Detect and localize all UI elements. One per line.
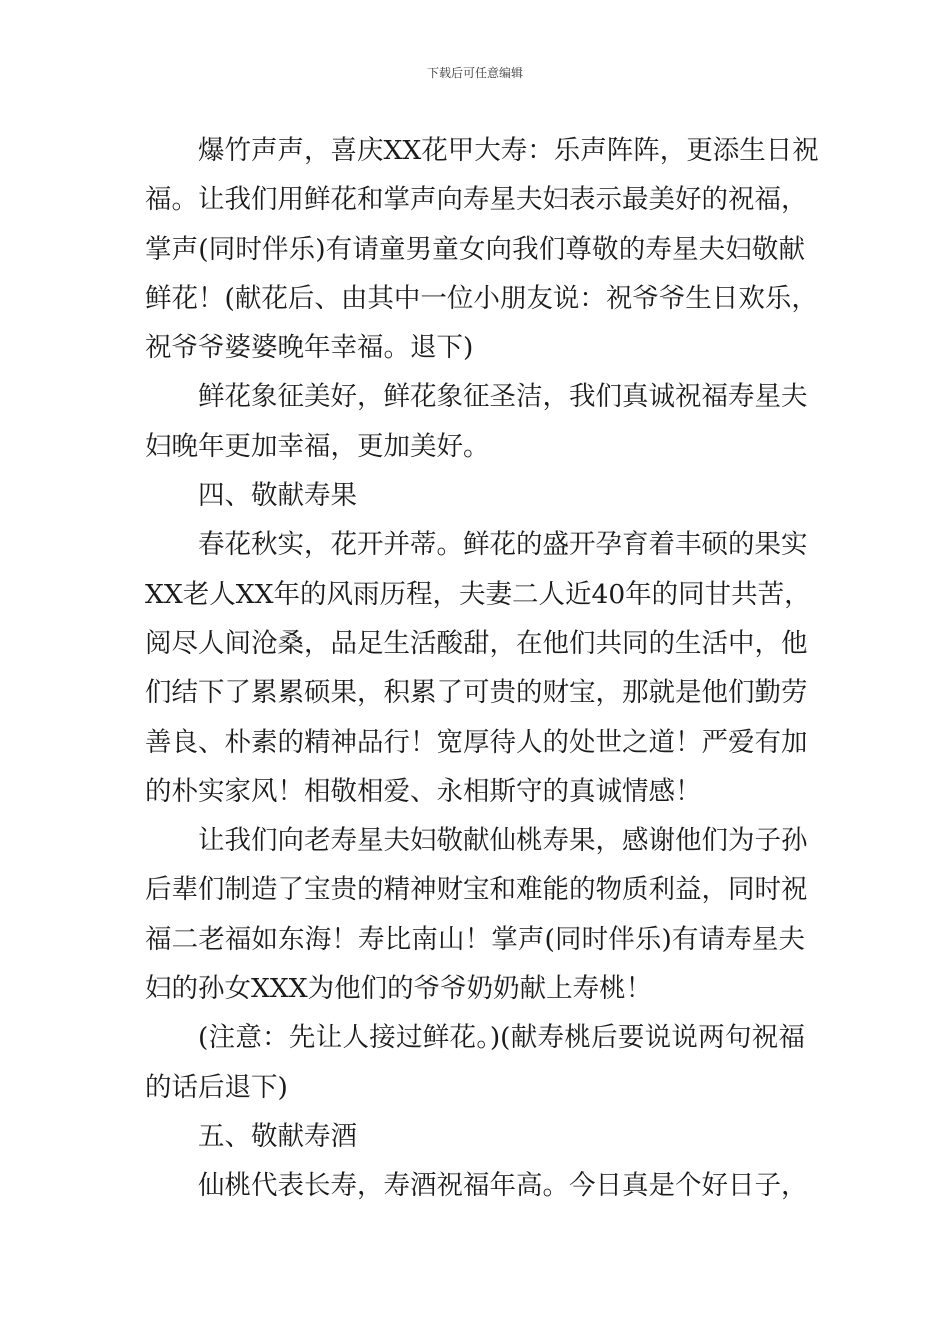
text-line: XX老人XX年的风雨历程，夫妻二人近40年的同甘共苦， bbox=[145, 578, 811, 610]
section-heading: 四、敬献寿果 bbox=[198, 480, 357, 512]
text-line: 让我们向老寿星夫妇敬献仙桃寿果，感谢他们为子孙 bbox=[198, 825, 808, 857]
text-line: 祝爷爷婆婆晚年幸福。退下) bbox=[145, 332, 474, 364]
text-line: 鲜花象征美好，鲜花象征圣洁，我们真诚祝福寿星夫 bbox=[198, 381, 808, 413]
text-line: (注意：先让人接过鲜花。)(献寿桃后要说说两句祝福 bbox=[198, 1022, 805, 1054]
text-line: 妇晚年更加幸福，更加美好。 bbox=[145, 430, 490, 462]
text-line: 们结下了累累硕果，积累了可贵的财宝，那就是他们勤劳 bbox=[145, 677, 808, 709]
text-line: 的朴实家风！相敬相爱、永相斯守的真诚情感！ bbox=[145, 775, 702, 807]
text-line: 春花秋实，花开并蒂。鲜花的盛开孕育着丰硕的果实 bbox=[198, 529, 808, 561]
text-line: 阅尽人间沧桑，品足生活酸甜，在他们共同的生活中，他 bbox=[145, 627, 808, 659]
text-line: 妇的孙女XXX为他们的爷爷奶奶献上寿桃！ bbox=[145, 973, 653, 1005]
text-line: 爆竹声声，喜庆XX花甲大寿：乐声阵阵，更添生日祝 bbox=[198, 135, 819, 166]
document-body bbox=[145, 126, 819, 1211]
text-line: 善良、朴素的精神品行！宽厚待人的处世之道！严爱有加 bbox=[145, 726, 808, 758]
text-line: 的话后退下) bbox=[145, 1071, 288, 1103]
text-line: 后辈们制造了宝贵的精神财宝和难能的物质利益，同时祝 bbox=[145, 874, 808, 906]
text-line: 仙桃代表长寿，寿酒祝福年高。今日真是个好日子， bbox=[198, 1170, 808, 1202]
text-line: 鲜花！(献花后、由其中一位小朋友说：祝爷爷生日欢乐， bbox=[145, 282, 818, 314]
page-header: 下载后可任意编辑 bbox=[426, 66, 523, 80]
text-line: 福。让我们用鲜花和掌声向寿星夫妇表示最美好的祝福， bbox=[145, 184, 808, 216]
section-heading: 五、敬献寿酒 bbox=[198, 1120, 357, 1152]
text-line: 福二老福如东海！寿比南山！掌声(同时伴乐)有请寿星夫 bbox=[145, 923, 805, 955]
text-line: 掌声(同时伴乐)有请童男童女向我们尊敬的寿星夫妇敬献 bbox=[145, 233, 805, 265]
